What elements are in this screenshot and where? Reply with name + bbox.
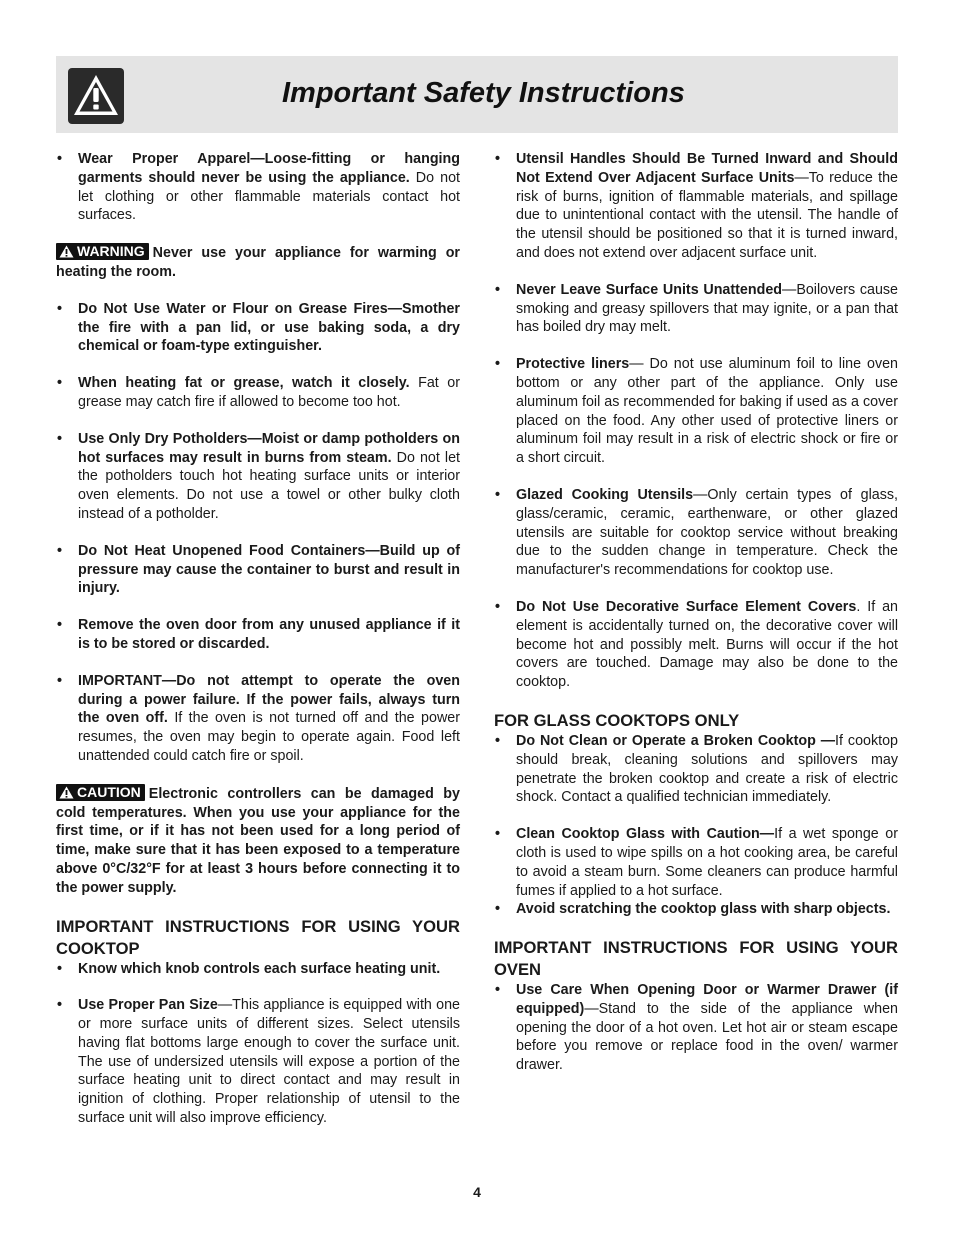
page-number: 4 bbox=[473, 1184, 481, 1200]
caution-note: CAUTION Electronic controllers can be damaged by cold temperatures. When you use your appliance for the first time, or if it has not been used for a long period of time, make sure that it has been exposed to a temperature above 0°C/32°F for at least 3 hours before connecting it to the power supply. bbox=[56, 783, 460, 896]
list-item-oven-door-care: • Use Care When Opening Door or Warmer Drawer (if equipped)—Stand to the side of the appliance when opening the door of a hot oven. Let hot air or steam escape before you remove or replace food in the oven/ warmer drawer. bbox=[494, 981, 898, 1075]
list-item-protective-liners: • Protective liners— Do not use aluminum foil to line oven bottom or any other part of the appliance. Only use aluminum foil as recommended for baking if used as a cover placed on the food. Any other used of protective liners or aluminum foil may result in a risk of electric shock or fire or a short circuit. bbox=[494, 355, 898, 468]
list-item-knob: • Know which knob controls each surface heating unit. bbox=[56, 960, 460, 979]
left-column bbox=[56, 150, 460, 1128]
section-heading-glass-cooktops: FOR GLASS COOKTOPS ONLY bbox=[494, 710, 740, 730]
list-item-glazed-utensils: • Glazed Cooking Utensils—Only certain types of glass, glass/ceramic, ceramic, earthenware, or other glazed utensils are suitable for cooktop service without breaking due to the sudden change in temperature. Check the manufacturer's recommendations for cooktop use. bbox=[494, 486, 898, 580]
list-item-decorative-covers: • Do Not Use Decorative Surface Element Covers. If an element is accidentally turned on, the decorative cover will become hot and possibly melt. Burns will occur if the hot covers are touched. Damage may also be done to the cooktop. bbox=[494, 598, 898, 692]
warning-triangle-icon bbox=[59, 245, 74, 258]
list-item-utensil-handles: • Utensil Handles Should Be Turned Inward and Should Not Extend Over Adjacent Surface Units—To reduce the risk of burns, ignition of flammable materials, and spillage due to unintentional contact with the utensil. The handle of the utensil should be positioned so that it is turned inward, and does not extend over adjacent surface unit. bbox=[494, 150, 898, 263]
page-header bbox=[56, 56, 898, 133]
list-item-food-containers: • Do Not Heat Unopened Food Containers—Build up of pressure may cause the container to burst and result in injury. bbox=[56, 542, 460, 598]
list-item-unattended: • Never Leave Surface Units Unattended—Boilovers cause smoking and greasy spillovers that may ignite, or a pan that has boiled dry may melt. bbox=[494, 281, 898, 337]
list-item-potholders: • Use Only Dry Potholders—Moist or damp potholders on hot surfaces may result in burns from steam. Do not let the potholders touch hot heating surface units or interior oven elements. Do not use a towel or other bulky cloth instead of a potholder. bbox=[56, 430, 460, 524]
list-item-proper-apparel: • Wear Proper Apparel—Loose-fitting or hanging garments should never be using the appliance. Do not let clothing or other flammable materials contact hot surfaces. bbox=[56, 150, 460, 225]
list-item-avoid-scratching: • Avoid scratching the cooktop glass with sharp objects. bbox=[494, 900, 898, 919]
list-item-broken-cooktop: • Do Not Clean or Operate a Broken Cooktop —If cooktop should break, cleaning solutions and spillovers may penetrate the broken cooktop and create a risk of electric shock. Contact a qualified technician immediately. bbox=[494, 732, 898, 807]
right-column bbox=[494, 150, 898, 1075]
list-item-oven-door: • Remove the oven door from any unused appliance if it is to be stored or discarded. bbox=[56, 616, 460, 654]
caution-triangle-icon bbox=[59, 786, 74, 799]
warning-note: WARNING Never use your appliance for warming or heating the room. bbox=[56, 243, 460, 280]
section-heading-oven: IMPORTANT INSTRUCTIONS FOR USING YOUR OVEN bbox=[494, 938, 898, 980]
caution-badge: CAUTION bbox=[56, 784, 145, 801]
list-item-fat-grease: • When heating fat or grease, watch it closely. Fat or grease may catch fire if allowed to become too hot. bbox=[56, 374, 460, 412]
page-title: Important Safety Instructions bbox=[282, 77, 685, 109]
section-heading-cooktop: IMPORTANT INSTRUCTIONS FOR USING YOUR COOKTOP bbox=[56, 916, 460, 958]
warning-exclamation-icon bbox=[68, 68, 124, 124]
list-item-power-failure: • IMPORTANT—Do not attempt to operate the oven during a power failure. If the power fails, always turn the oven off. If the oven is not turned off and the power resumes, the oven may begin to operate again. Food left unattended could catch fire or spoil. bbox=[56, 672, 460, 766]
list-item-clean-glass: • Clean Cooktop Glass with Caution—If a wet sponge or cloth is used to wipe spills on a hot cooking area, be careful to avoid a steam burn. Some cleaners can produce harmful fumes if applied to a hot surface. bbox=[494, 825, 898, 900]
list-item-pan-size: • Use Proper Pan Size—This appliance is equipped with one or more surface units of different sizes. Select utensils having flat bottoms large enough to cover the surface unit. The use of undersized utensils will expose a portion of the surface heating unit to direct contact and may result in ignition of clothing. Proper relationship of utensil to the surface unit will also improve efficiency. bbox=[56, 996, 460, 1128]
warning-badge: WARNING bbox=[56, 243, 149, 260]
list-item-grease-fires: • Do Not Use Water or Flour on Grease Fires—Smother the fire with a pan lid, or use baking soda, a dry chemical or foam-type extinguisher. bbox=[56, 300, 460, 356]
